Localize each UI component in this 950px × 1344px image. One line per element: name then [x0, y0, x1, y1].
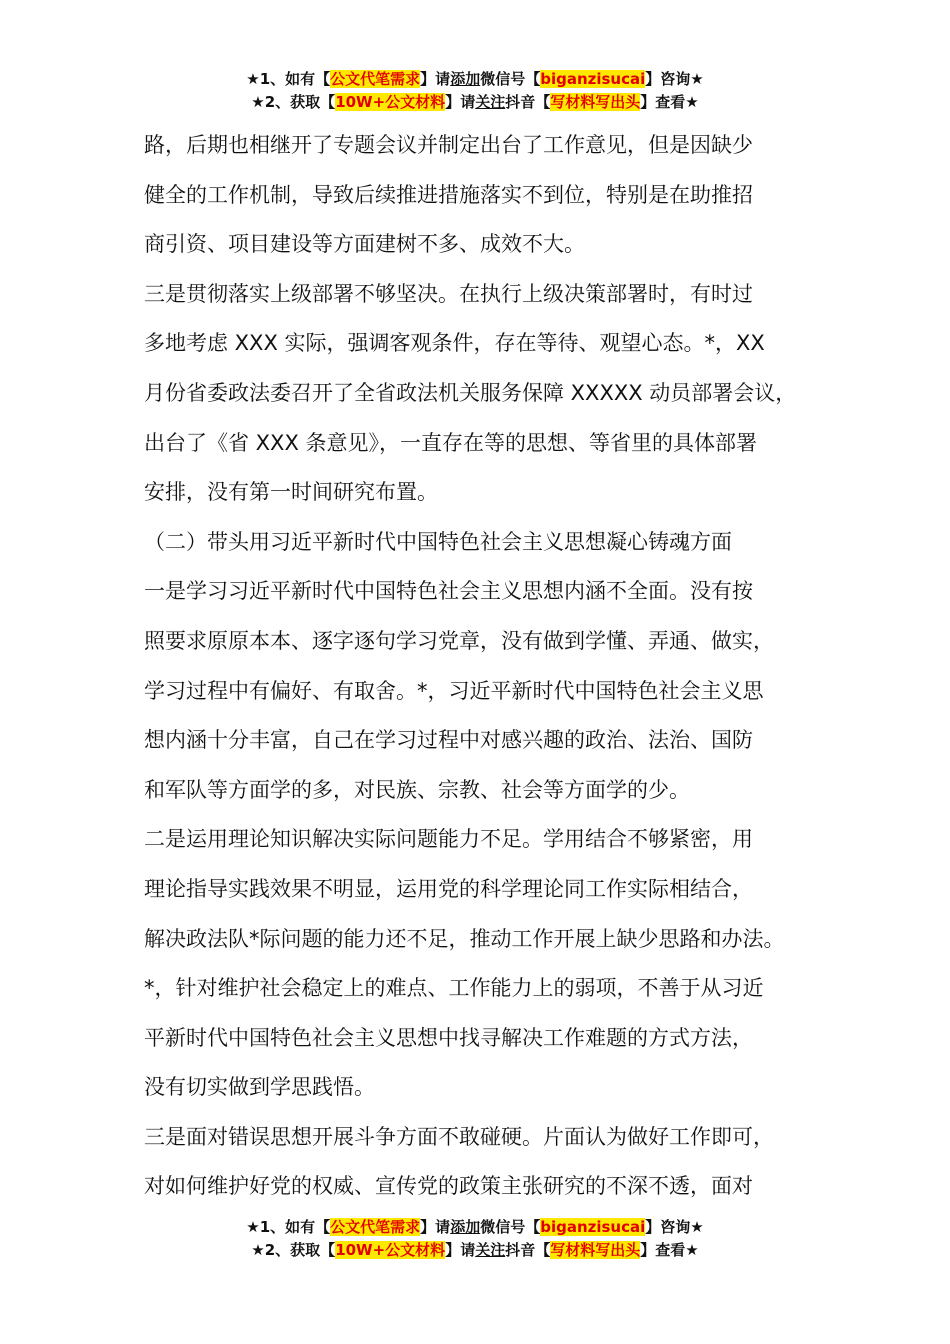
- body-line: 平新时代中国特色社会主义思想中找寻解决工作难题的方式方法，: [144, 1025, 753, 1050]
- body-line: 月份省委政法委召开了全省政法机关服务保障 XXXXX 动员部署会议，: [144, 380, 797, 405]
- banner-text: 微信号【: [480, 70, 541, 88]
- body-line: 照要求原原本本、逐字逐句学习党章，没有做到学懂、弄通、做实，: [144, 628, 774, 653]
- body-line: 商引资、项目建设等方面建树不多、成效不大。: [144, 232, 585, 257]
- body-line: 出台了《省 XXX 条意见》，一直存在等的思想、等省里的具体部署: [144, 430, 758, 455]
- highlight-service: 公文代笔需求: [330, 1218, 421, 1236]
- banner-underlined: 关注: [475, 93, 506, 111]
- banner-text: 】请: [445, 1241, 476, 1259]
- body-line: 三是面对错误思想开展斗争方面不敢碰硬。片面认为做好工作即可，: [144, 1124, 774, 1149]
- highlight-materials: 10W+公文材料: [335, 1241, 446, 1259]
- banner-text: 】请: [420, 1218, 451, 1236]
- banner-text: 】咨询★: [645, 70, 704, 88]
- banner-text: 抖音【: [505, 93, 551, 111]
- section-heading: （二）带头用习近平新时代中国特色社会主义思想凝心铸魂方面: [144, 529, 732, 554]
- body-line: 安排，没有第一时间研究布置。: [144, 480, 438, 505]
- banner-text: 】请: [445, 93, 476, 111]
- body-line: 学习过程中有偏好、有取舍。*，习近平新时代中国特色社会主义思: [144, 678, 764, 703]
- header-banner: [0, 68, 950, 114]
- highlight-wechat-id: biganzisucai: [540, 70, 646, 88]
- body-line: 一是学习习近平新时代中国特色社会主义思想内涵不全面。没有按: [144, 579, 753, 604]
- highlight-douyin-id: 写材料写出头: [550, 93, 641, 111]
- highlight-wechat-id: biganzisucai: [540, 1218, 646, 1236]
- footer-banner: [0, 1216, 950, 1262]
- body-line: 理论指导实践效果不明显，运用党的科学理论同工作实际相结合，: [144, 876, 753, 901]
- banner-text: 】查看★: [640, 93, 699, 111]
- highlight-douyin-id: 写材料写出头: [550, 1241, 641, 1259]
- highlight-materials: 10W+公文材料: [335, 93, 446, 111]
- body-line: 想内涵十分丰富，自己在学习过程中对感兴趣的政治、法治、国防: [144, 728, 753, 753]
- body-line: 健全的工作机制，导致后续推进措施落实不到位，特别是在助推招: [144, 182, 753, 207]
- body-line: 对如何维护好党的权威、宣传党的政策主张研究的不深不透，面对: [144, 1174, 753, 1199]
- banner-text: ★1、如有【: [246, 70, 331, 88]
- banner-line-2: [0, 1239, 950, 1262]
- banner-text: 】请: [420, 70, 451, 88]
- body-line: 多地考虑 XXX 实际，强调客观条件，存在等待、观望心态。*，XX: [144, 331, 765, 356]
- body-line: 解决政法队*际问题的能力还不足，推动工作开展上缺少思路和办法。: [144, 926, 785, 951]
- body-line: 没有切实做到学思践悟。: [144, 1075, 375, 1100]
- banner-underlined: 关注: [475, 1241, 506, 1259]
- body-line: 三是贯彻落实上级部署不够坚决。在执行上级决策部署时，有时过: [144, 281, 753, 306]
- highlight-service: 公文代笔需求: [330, 70, 421, 88]
- body-line: 和军队等方面学的多，对民族、宗教、社会等方面学的少。: [144, 777, 690, 802]
- banner-text: 微信号【: [480, 1218, 541, 1236]
- banner-text: 抖音【: [505, 1241, 551, 1259]
- document-body: [144, 121, 844, 1212]
- banner-text: ★1、如有【: [246, 1218, 331, 1236]
- banner-text: 】咨询★: [645, 1218, 704, 1236]
- banner-line-1: [0, 1216, 950, 1239]
- banner-line-1: [0, 68, 950, 91]
- body-line: 二是运用理论知识解决实际问题能力不足。学用结合不够紧密，用: [144, 827, 753, 852]
- banner-text: ★2、获取【: [251, 93, 336, 111]
- body-line: *，针对维护社会稳定上的难点、工作能力上的弱项，不善于从习近: [144, 976, 764, 1001]
- banner-text: ★2、获取【: [251, 1241, 336, 1259]
- banner-line-2: [0, 91, 950, 114]
- banner-underlined: 添加: [450, 70, 481, 88]
- banner-underlined: 添加: [450, 1218, 481, 1236]
- banner-text: 】查看★: [640, 1241, 699, 1259]
- body-line: 路，后期也相继开了专题会议并制定出台了工作意见，但是因缺少: [144, 133, 753, 157]
